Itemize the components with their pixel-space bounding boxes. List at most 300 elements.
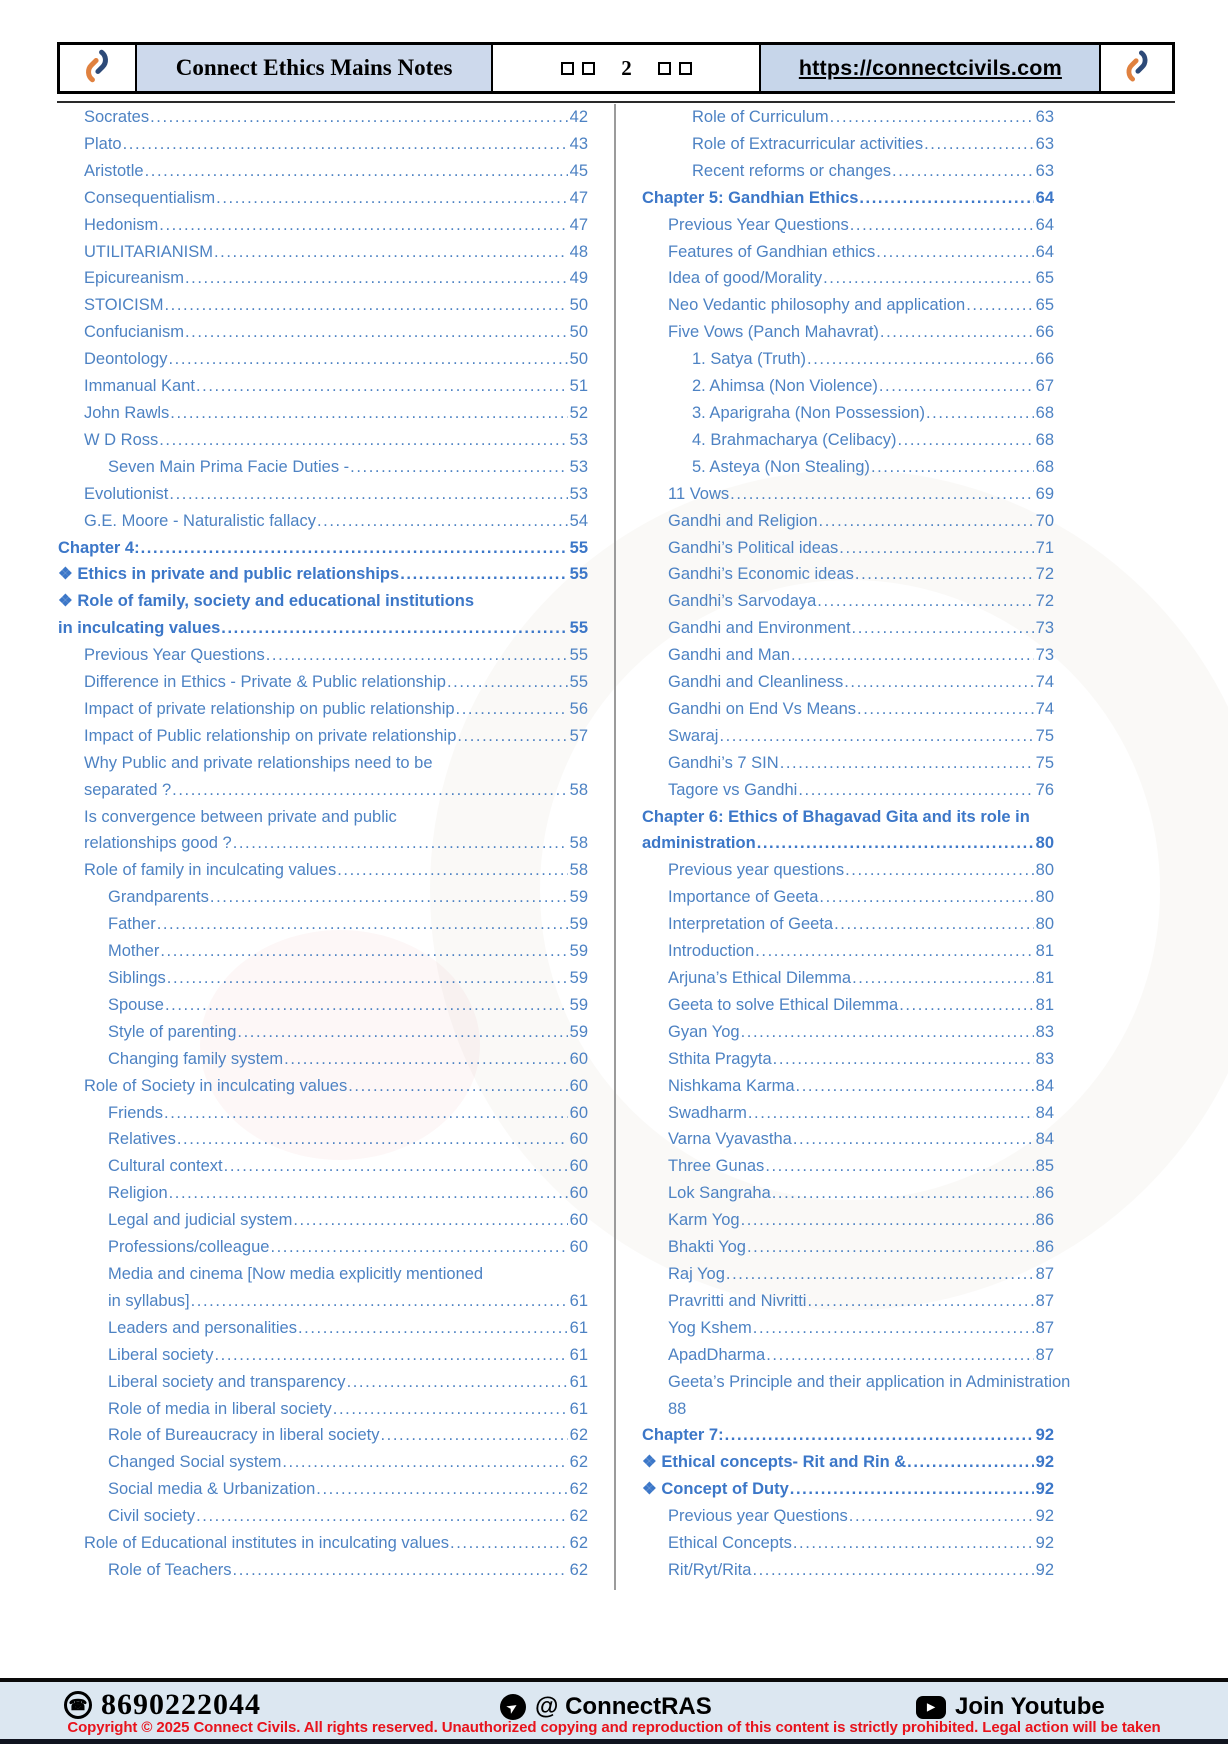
- toc-column-right: [642, 104, 1071, 1584]
- toc-entry-label: Social media & Urbanization: [108, 1480, 316, 1499]
- toc-entry-page: 63: [1035, 108, 1054, 126]
- toc-entry[interactable]: [642, 1315, 1054, 1342]
- toc-entry-label: Consequentialism: [84, 188, 216, 207]
- toc-entry[interactable]: [642, 1234, 1054, 1261]
- toc-entry-label: Varna Vyavastha: [668, 1130, 792, 1149]
- toc-entry[interactable]: [58, 1261, 588, 1315]
- toc-entry-page: 85: [1035, 1157, 1054, 1176]
- toc-entry-label: Liberal society and transparency: [108, 1372, 346, 1391]
- toc-entry[interactable]: [642, 588, 1054, 615]
- dot-leader: [457, 723, 567, 750]
- toc-entry-label: Role of media in liberal society: [108, 1399, 332, 1418]
- toc-entry[interactable]: [642, 777, 1054, 804]
- dot-leader: [752, 1557, 1033, 1584]
- toc-entry-label: Professions/colleague: [108, 1238, 270, 1257]
- toc-entry-page: 62: [569, 1507, 588, 1526]
- dot-leader: [150, 104, 568, 131]
- toc-entry[interactable]: [58, 1422, 588, 1449]
- dot-leader: [807, 1288, 1033, 1315]
- telegram-icon: ➤: [500, 1694, 526, 1720]
- toc-entry[interactable]: [58, 938, 588, 965]
- toc-entry-label: Style of parenting: [108, 1022, 237, 1041]
- dot-leader: [798, 777, 1033, 804]
- toc-entry-page: 60: [569, 1211, 588, 1230]
- toc-entry-page: 64: [1035, 215, 1054, 234]
- toc-entry-label: Gyan Yog: [668, 1022, 740, 1041]
- toc-entry-page: 58: [569, 861, 588, 880]
- toc-entry[interactable]: [58, 185, 588, 212]
- toc-entry-page: 53: [569, 484, 588, 503]
- toc-entry-page: 60: [569, 1184, 588, 1203]
- toc-entry-page: 52: [569, 403, 588, 422]
- toc-entry[interactable]: [58, 804, 588, 858]
- toc-entry-page: 60: [569, 1103, 588, 1122]
- dot-leader: [157, 911, 568, 938]
- toc-entry-label: Lok Sangraha: [668, 1184, 771, 1203]
- dot-leader: [719, 723, 1033, 750]
- toc-entry-label: Raj Yog: [668, 1264, 725, 1283]
- toc-entry[interactable]: [58, 723, 588, 750]
- dot-leader: [350, 454, 567, 481]
- toc-entry[interactable]: [642, 1288, 1054, 1315]
- toc-entry-page: 80: [1035, 834, 1054, 853]
- toc-entry-line: Is convergence between private and public: [84, 807, 397, 826]
- toc-entry[interactable]: [642, 1126, 1054, 1153]
- toc-entry-page: 62: [569, 1560, 588, 1579]
- dot-leader: [907, 1449, 1033, 1476]
- toc-entry-page: 81: [1035, 969, 1054, 987]
- toc-entry[interactable]: [58, 400, 588, 427]
- dot-leader: [159, 212, 567, 239]
- toc-entry-label: Five Vows (Panch Mahavrat): [668, 323, 879, 342]
- dot-leader: [450, 1530, 568, 1557]
- toc-entry-page: 69: [1035, 484, 1054, 503]
- toc-entry-page: 59: [569, 969, 588, 987]
- toc-entry-label: Seven Main Prima Facie Duties -: [108, 457, 350, 476]
- page-number-cell: [493, 45, 761, 91]
- dot-leader: [298, 1315, 568, 1342]
- toc-entry-page: 53: [569, 430, 588, 449]
- website-url-link[interactable]: https://connectcivils.com: [798, 55, 1062, 80]
- toc-entry-label: Immanual Kant: [84, 377, 195, 396]
- dot-leader: [892, 158, 1034, 185]
- toc-entry-page: 54: [569, 511, 588, 530]
- toc-entry[interactable]: [58, 1126, 588, 1153]
- toc-entry[interactable]: [642, 1557, 1054, 1584]
- toc-entry[interactable]: [642, 938, 1054, 965]
- toc-entry[interactable]: [642, 481, 1054, 508]
- toc-entry[interactable]: [58, 884, 588, 911]
- toc-entry-page: 87: [1035, 1291, 1054, 1310]
- toc-entry[interactable]: [58, 104, 588, 131]
- toc-entry[interactable]: [642, 1369, 1071, 1423]
- toc-entry[interactable]: [58, 1153, 588, 1180]
- toc-entry[interactable]: [58, 1234, 588, 1261]
- toc-entry-page: 66: [1035, 323, 1054, 342]
- toc-entry-label: Ethical Concepts: [668, 1534, 792, 1553]
- toc-entry-label: 3. Aparigraha (Non Possession): [692, 403, 925, 422]
- toc-entry[interactable]: [642, 1422, 1054, 1449]
- toc-entry-page: 87: [1035, 1318, 1054, 1337]
- toc-entry-page: 84: [1035, 1130, 1054, 1149]
- toc-entry-label: Role of Bureaucracy in liberal society: [108, 1426, 380, 1445]
- toc-entry[interactable]: [58, 642, 588, 669]
- toc-entry-label: Gandhi on End Vs Means: [668, 699, 857, 718]
- toc-entry[interactable]: [642, 911, 1054, 938]
- toc-entry-line: Geeta’s Principle and their application in Administration: [668, 1372, 1071, 1391]
- toc-entry-page: 68: [1035, 430, 1054, 449]
- toc-entry[interactable]: [58, 1396, 588, 1423]
- toc-entry[interactable]: [642, 265, 1054, 292]
- toc-entry[interactable]: [58, 1046, 588, 1073]
- toc-entry[interactable]: [58, 158, 588, 185]
- toc-entry-page: 76: [1035, 780, 1054, 799]
- dot-leader: [167, 965, 568, 992]
- toc-entry[interactable]: [58, 319, 588, 346]
- toc-entry-label: Plato: [84, 134, 122, 153]
- toc-entry-label: Gandhi and Man: [668, 646, 791, 665]
- phone-contact[interactable]: [64, 1688, 261, 1722]
- toc-entry[interactable]: [58, 1557, 588, 1584]
- toc-entry-page: 86: [1035, 1184, 1054, 1203]
- toc-entry[interactable]: [58, 454, 588, 481]
- toc-entry[interactable]: [58, 535, 588, 562]
- dot-leader: [165, 992, 568, 1019]
- toc-entry-page: 51: [569, 377, 588, 396]
- toc-entry[interactable]: [642, 1261, 1054, 1288]
- toc-entry-page: 56: [569, 699, 588, 718]
- toc-entry[interactable]: [58, 131, 588, 158]
- toc-entry[interactable]: [58, 212, 588, 239]
- toc-entry-page: 57: [569, 726, 588, 745]
- toc-entry-label: Gandhi and Cleanliness: [668, 673, 844, 692]
- dot-leader: [830, 104, 1034, 131]
- dot-leader: [855, 561, 1034, 588]
- dot-leader: [839, 535, 1033, 562]
- toc-entry-label: Chapter 7:: [642, 1426, 724, 1445]
- dot-leader: [807, 346, 1034, 373]
- toc-entry[interactable]: [642, 535, 1054, 562]
- toc-entry-page: 67: [1035, 377, 1054, 396]
- toc-entry[interactable]: [58, 911, 588, 938]
- toc-entry[interactable]: [58, 265, 588, 292]
- toc-entry-page: 87: [1035, 1264, 1054, 1283]
- dot-leader: [224, 1153, 568, 1180]
- placeholder-square-icon: [658, 62, 671, 75]
- toc-entry-page: 47: [569, 188, 588, 207]
- toc-entry[interactable]: [58, 1369, 588, 1396]
- toc-entry-label: Introduction: [668, 942, 755, 961]
- toc-entry[interactable]: [642, 669, 1054, 696]
- youtube-contact[interactable]: [916, 1693, 1105, 1721]
- toc-entry[interactable]: [642, 185, 1054, 212]
- toc-entry[interactable]: [642, 723, 1054, 750]
- dot-leader: [316, 1476, 567, 1503]
- dot-leader: [966, 292, 1033, 319]
- toc-entry[interactable]: [58, 588, 588, 642]
- toc-entry-label: Idea of good/Morality: [668, 269, 823, 288]
- toc-entry-page: 73: [1035, 646, 1054, 665]
- toc-entry[interactable]: [642, 1476, 1054, 1503]
- toc-entry-page: 65: [1035, 296, 1054, 315]
- toc-entry-page: 45: [569, 161, 588, 180]
- dot-leader: [237, 1019, 567, 1046]
- toc-entry-page: 92: [1035, 1426, 1054, 1445]
- toc-entry-page: 50: [569, 296, 588, 315]
- dot-leader: [753, 1315, 1034, 1342]
- dot-leader: [926, 400, 1034, 427]
- toc-entry-page: 50: [569, 350, 588, 369]
- telegram-contact[interactable]: [500, 1693, 712, 1721]
- toc-entry[interactable]: [58, 481, 588, 508]
- page-number: 2: [621, 55, 632, 80]
- toc-entry[interactable]: [642, 857, 1054, 884]
- toc-entry[interactable]: [58, 346, 588, 373]
- toc-entry[interactable]: [58, 1019, 588, 1046]
- toc-entry[interactable]: [642, 319, 1054, 346]
- toc-entry[interactable]: [58, 561, 588, 588]
- dot-leader: [791, 642, 1034, 669]
- toc-entry[interactable]: [642, 1449, 1054, 1476]
- dot-leader: [817, 588, 1033, 615]
- toc-entry-page: 80: [1035, 861, 1054, 880]
- toc-entry[interactable]: [58, 1315, 588, 1342]
- toc-entry-label: Tagore vs Gandhi: [668, 780, 798, 799]
- youtube-label: Join Youtube: [955, 1693, 1105, 1720]
- toc-entry-label: Role of Society in inculcating values: [84, 1076, 348, 1095]
- toc-entry-label: Gandhi’s Political ideas: [668, 538, 839, 557]
- placeholder-square-icon: [561, 62, 574, 75]
- toc-entry-page: 60: [569, 1130, 588, 1149]
- toc-entry[interactable]: [642, 1100, 1054, 1127]
- toc-entry-label: Previous year questions: [668, 861, 845, 880]
- dot-leader: [141, 535, 568, 562]
- toc-entry[interactable]: [642, 992, 1054, 1019]
- toc-entry[interactable]: [642, 158, 1054, 185]
- toc-entry-label: 4. Brahmacharya (Celibacy): [692, 430, 897, 449]
- toc-entry[interactable]: [58, 373, 588, 400]
- toc-entry[interactable]: [58, 1180, 588, 1207]
- toc-entry[interactable]: [642, 508, 1054, 535]
- toc-entry-page: 59: [569, 1022, 588, 1041]
- toc-entry-page: 61: [569, 1291, 588, 1310]
- toc-entry[interactable]: [642, 454, 1054, 481]
- toc-entry[interactable]: [642, 642, 1054, 669]
- toc-entry-page: 92: [1035, 1480, 1054, 1499]
- toc-entry-page: 80: [1035, 915, 1054, 934]
- toc-entry-label: Friends: [108, 1103, 164, 1122]
- toc-entry-label: Recent reforms or changes: [692, 161, 892, 180]
- brand-logo: [60, 45, 137, 91]
- column-divider-line: [614, 104, 616, 1590]
- toc-entry-label: Gandhi’s 7 SIN: [668, 753, 779, 772]
- phone-icon: ☎: [64, 1691, 92, 1719]
- toc-entry-page: 92: [1035, 1507, 1054, 1526]
- dot-leader: [348, 1073, 567, 1100]
- toc-entry-page: 62: [569, 1426, 588, 1445]
- toc-entry[interactable]: [58, 239, 588, 266]
- toc-entry-page: 55: [569, 565, 588, 584]
- toc-entry[interactable]: [642, 346, 1054, 373]
- dot-leader: [214, 1342, 567, 1369]
- toc-entry-label: Confucianism: [84, 323, 184, 342]
- dot-leader: [755, 938, 1033, 965]
- toc-entry-page: 43: [569, 134, 588, 153]
- toc-entry-page: 47: [569, 215, 588, 234]
- toc-entry-label: Spouse: [108, 995, 164, 1014]
- toc-entry[interactable]: [642, 696, 1054, 723]
- toc-entry[interactable]: [642, 1019, 1054, 1046]
- toc-entry[interactable]: [58, 292, 588, 319]
- toc-entry-label: Swaraj: [668, 726, 719, 745]
- toc-entry-label: Bhakti Yog: [668, 1238, 746, 1257]
- phone-number: 8690222044: [101, 1688, 261, 1721]
- toc-entry[interactable]: [58, 696, 588, 723]
- dot-leader: [333, 1396, 568, 1423]
- dot-leader: [741, 1019, 1034, 1046]
- toc-entry[interactable]: [58, 1342, 588, 1369]
- toc-entry-page: 49: [569, 269, 588, 288]
- toc-entry[interactable]: [642, 239, 1054, 266]
- toc-entry[interactable]: [642, 400, 1054, 427]
- toc-entry[interactable]: [58, 1476, 588, 1503]
- dot-leader: [191, 1288, 568, 1315]
- dot-leader: [270, 1234, 567, 1261]
- toc-entry-page: 48: [569, 242, 588, 261]
- toc-entry-page: 65: [1035, 269, 1054, 288]
- toc-entry-label: Changed Social system: [108, 1453, 282, 1472]
- toc-entry-page: 87: [1035, 1345, 1054, 1364]
- dot-leader: [793, 1126, 1034, 1153]
- toc-entry-page: 73: [1035, 619, 1054, 638]
- toc-entry[interactable]: [642, 104, 1054, 131]
- toc-entry[interactable]: [58, 1530, 588, 1557]
- toc-entry[interactable]: [642, 212, 1054, 239]
- toc-entry-label: Arjuna’s Ethical Dilemma: [668, 969, 852, 987]
- toc-entry-page: 63: [1035, 134, 1054, 153]
- dot-leader: [765, 1153, 1033, 1180]
- toc-entry[interactable]: [58, 669, 588, 696]
- toc-entry-label: Evolutionist: [84, 484, 169, 503]
- toc-entry[interactable]: [642, 1153, 1054, 1180]
- toc-entry-page: 55: [569, 538, 588, 557]
- toc-entry-label: Swadharm: [668, 1103, 747, 1122]
- toc-entry-page: 86: [1035, 1211, 1054, 1230]
- toc-entry[interactable]: [642, 1180, 1054, 1207]
- toc-entry[interactable]: [642, 615, 1054, 642]
- toc-entry-page: 66: [1035, 350, 1054, 369]
- toc-entry[interactable]: [642, 1207, 1054, 1234]
- toc-entry-page: 50: [569, 323, 588, 342]
- toc-entry-label: Role of Curriculum: [692, 108, 829, 126]
- toc-entry[interactable]: [58, 965, 588, 992]
- toc-entry-page: 58: [569, 834, 588, 853]
- toc-entry[interactable]: [642, 750, 1054, 777]
- toc-entry-label: W D Ross: [84, 430, 159, 449]
- toc-entry[interactable]: [642, 1073, 1054, 1100]
- toc-entry-line: Why Public and private relationships need to be: [84, 753, 433, 772]
- toc-entry-page: 42: [569, 108, 588, 126]
- toc-entry-label: Epicureanism: [84, 269, 184, 288]
- dot-leader: [747, 1234, 1034, 1261]
- dot-leader: [871, 454, 1034, 481]
- toc-entry-page: 53: [569, 457, 588, 476]
- dot-leader: [850, 212, 1034, 239]
- toc-entry[interactable]: [642, 1503, 1054, 1530]
- toc-entry[interactable]: [642, 427, 1054, 454]
- dot-leader: [337, 857, 567, 884]
- toc-entry[interactable]: [58, 508, 588, 535]
- toc-entry[interactable]: [58, 1073, 588, 1100]
- toc-entry-page: 59: [569, 995, 588, 1014]
- toc-entry[interactable]: [642, 804, 1054, 858]
- toc-entry-label: Sthita Pragyta: [668, 1049, 772, 1068]
- toc-entry[interactable]: [58, 992, 588, 1019]
- toc-entry-page: 55: [569, 646, 588, 665]
- chain-link-icon: [1116, 45, 1158, 92]
- brand-logo: [1101, 45, 1172, 91]
- toc-entry-page: 64: [1035, 242, 1054, 261]
- toc-entry[interactable]: [642, 1530, 1054, 1557]
- toc-entry[interactable]: [642, 373, 1054, 400]
- chain-link-icon: [75, 44, 119, 93]
- toc-entry[interactable]: [58, 1503, 588, 1530]
- toc-entry[interactable]: [642, 965, 1054, 992]
- dot-leader: [284, 1046, 567, 1073]
- dot-leader: [168, 346, 567, 373]
- toc-entry[interactable]: [58, 857, 588, 884]
- toc-entry-label: Chapter 5: Gandhian Ethics: [642, 188, 859, 207]
- toc-entry-page: 59: [569, 915, 588, 934]
- toc-entry-page: 74: [1035, 699, 1054, 718]
- toc-entry[interactable]: [642, 884, 1054, 911]
- toc-entry-line: Chapter 6: Ethics of Bhagavad Gita and its role in: [642, 807, 1030, 826]
- toc-entry-page: 80: [1035, 888, 1054, 907]
- toc-entry-page: 68: [1035, 403, 1054, 422]
- toc-entry[interactable]: [642, 1046, 1054, 1073]
- toc-entry-label: Liberal society: [108, 1345, 214, 1364]
- toc-entry-page: 83: [1035, 1022, 1054, 1041]
- toc-entry-label: Previous year Questions: [668, 1507, 848, 1526]
- toc-entry-label: ApadDharma: [668, 1345, 766, 1364]
- toc-entry[interactable]: [58, 1207, 588, 1234]
- dot-leader: [772, 1180, 1034, 1207]
- toc-entry[interactable]: [642, 131, 1054, 158]
- dot-leader: [456, 696, 568, 723]
- dot-leader: [899, 992, 1033, 1019]
- toc-entry-page: 70: [1035, 511, 1054, 530]
- toc-entry-label: Neo Vedantic philosophy and application: [668, 296, 966, 315]
- toc-entry-label: 5. Asteya (Non Stealing): [692, 457, 870, 476]
- toc-entry[interactable]: [58, 427, 588, 454]
- dot-leader: [214, 239, 568, 266]
- toc-entry[interactable]: [58, 750, 588, 804]
- dot-leader: [766, 1342, 1033, 1369]
- toc-entry[interactable]: [642, 561, 1054, 588]
- toc-entry[interactable]: [58, 1100, 588, 1127]
- toc-entry-page: 92: [1035, 1534, 1054, 1553]
- dot-leader: [164, 292, 567, 319]
- toc-entry[interactable]: [58, 1449, 588, 1476]
- toc-entry-page: 62: [569, 1480, 588, 1499]
- dot-leader: [159, 427, 567, 454]
- dot-leader: [169, 481, 567, 508]
- dot-leader: [160, 938, 567, 965]
- toc-entry[interactable]: [642, 292, 1054, 319]
- toc-entry[interactable]: [642, 1342, 1054, 1369]
- dot-leader: [849, 1503, 1034, 1530]
- dot-leader: [172, 777, 567, 804]
